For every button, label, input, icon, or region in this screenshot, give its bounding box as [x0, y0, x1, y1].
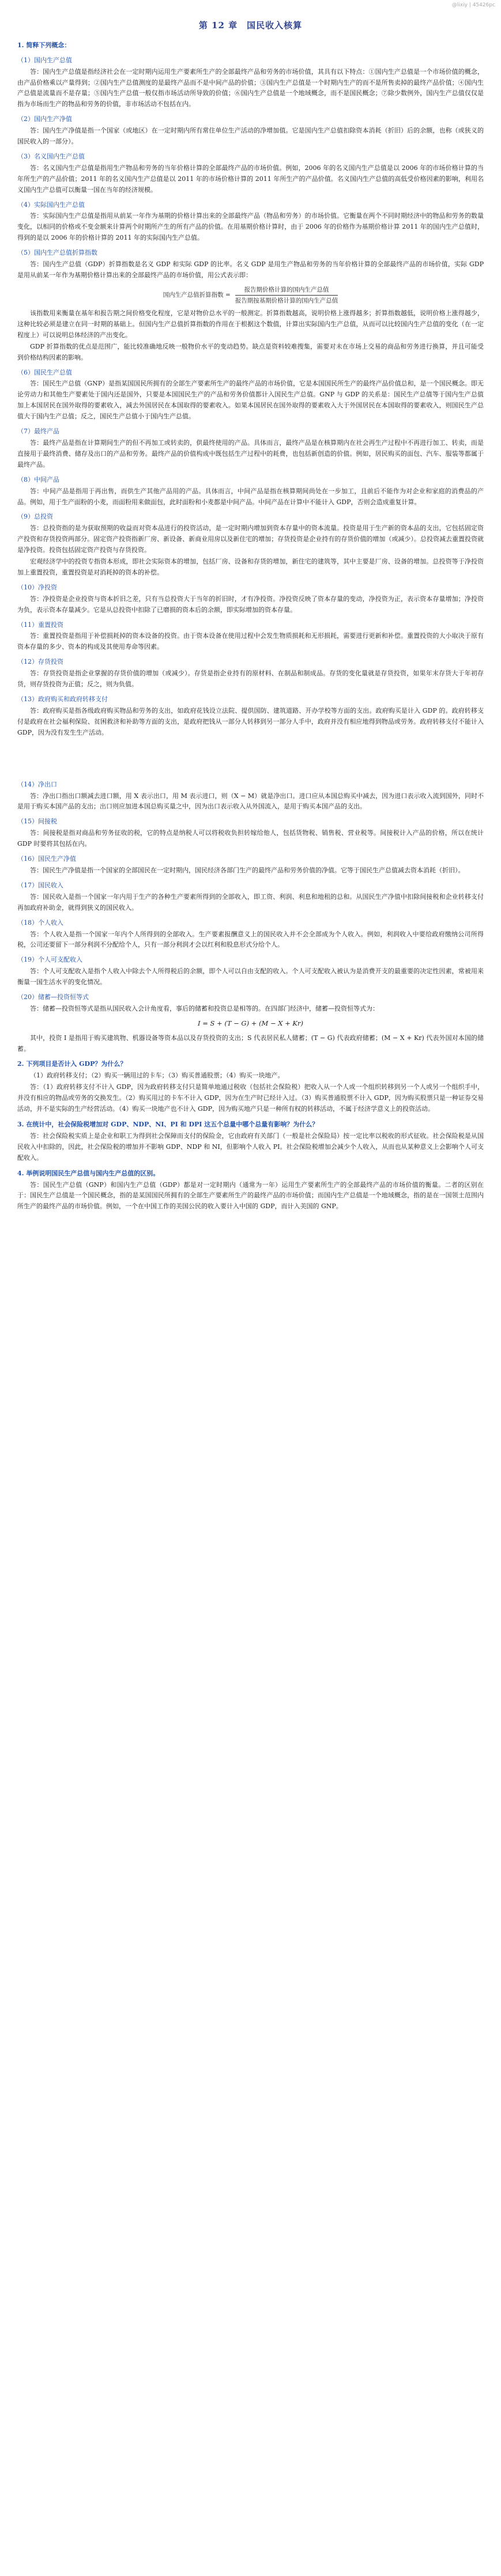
item-intermediate-heading: （8）中间产品	[17, 475, 59, 483]
item-gnp-heading: （6）国民生产总值	[17, 368, 72, 376]
item-disposable-text: 答：个人可支配收入是指个人收入中除去个人所得税后的余额，即个人可以自由支配的收入。个人可支配收入被认为是消费开支的最重要的决定性因素，常被用来衡量一国生活水平的变化情况。	[17, 967, 484, 986]
item-replacement-heading: （11）重置投资	[17, 621, 63, 629]
question-3-answer: 答：社会保险税实质上是企业和职工为得到社会保障而支付的保险金，它由政府有关部门（一般是社会保险局）按一定比率以税收的形式征收。社会保险税是从国民收入中扣除的，因此，社会保险税的增加并不影响 GDP、NDP 和 NI，但影响个人收入 PI。社会保险税增加会减少个人收入，从而也从某种意义上会影响个人可支配收入。	[17, 1132, 484, 1162]
item-national-income-text: 答：国民收入是指一个国家一年内用于生产的各种生产要素所得到的全部收入，即工资、利润、利息和地租的总和。从国民生产净值中扣除间接税和企业转移支付再加政府补助金，就得到狭义的国民收入。	[17, 892, 484, 911]
question-4-heading: 4. 举例说明国民生产总值与国内生产总值的区别。	[17, 1169, 160, 1177]
question-4-answer: 答：国民生产总值（GNP）和国内生产总值（GDP）都是对一定时期内（通常为一年）运用生产要素所生产的全部最终产品的市场价值的衡量。二者的区别在于：国民生产总值是一个国民概念，指的是某国国民所拥有的全部生产要素所生产的最终产品的市场价值；而国内生产总值是一个地域概念，指的是在一国领土范围内所生产的最终产品的市场价值。例如，一个在中国工作的美国公民的收入要计入中国的 GDP，而计入美国的 GNP。	[17, 1181, 484, 1211]
question-3-heading: 3. 在统计中，社会保险税增加对 GDP、NDP、NI、PI 和 DPI 这五个总量中哪个总量有影响？为什么？	[17, 1120, 319, 1128]
item-net-investment-heading: （10）净投资	[17, 583, 57, 591]
item-disposable-heading: （19）个人可支配收入	[17, 956, 82, 964]
item-deflator-text: 答：国内生产总值（GDP）折算指数是名义 GDP 和实际 GDP 的比率。名义 GDP 是用生产物品和劳务的当年价格计算的全部最终产品的市场价值，实际 GDP 是用从前某一年作为基期价格计算出来的全部最终产品的市场价值，用公式表示即：	[17, 260, 484, 279]
item-gnp-text: 答：国民生产总值（GNP）是指某国国民所拥有的全部生产要素所生产的最终产品的市场价值，它是本国国民所生产的最终产品价值总和，是一个国民概念。即无论劳动力和其他生产要素处于国内还是国外，只要是本国国民生产的产品和劳务价值都计入国民生产总值。GNP 与 GDP 的关系是：国民生产总值等于国内生产总值加上本国居民在国外取得的要素收入，减去外国居民在本国取得的要素收入。如果本国居民在国外取得的要素收入大于外国居民在本国取得的要素收入，则国民生产总值大于国内生产总值；反之，国民生产总值小于国内生产总值。	[17, 380, 484, 421]
item-national-income-heading: （17）国民收入	[17, 881, 63, 889]
deflator-note: 该指数用来衡量在基年和报告期之间价格变化程度，它是对物价总水平的一般测定。折算指数越高，说明价格上涨得越多；折算指数越低，说明价格上涨得越少，这种比较必须是建立在同一时期的基础上。但国内生产总值折算指数的作用在于根据这个数值，计算出实际国内生产总值，从而可以比较国内生产总值的变化（在一定程度上）可以说明总体经济的产出变化。	[17, 309, 484, 339]
item-investment-heading: （9）总投资	[17, 513, 53, 521]
question-1-heading: 1. 简释下列概念：	[17, 41, 71, 49]
item-ndp-heading: （2）国内生产净值	[17, 115, 72, 123]
item-net-export-text: 答：净出口指出口额减去进口额，用 X 表示出口，用 M 表示进口，则（X − M）就是净出口。进口应从本国总购买中减去，因为进口表示收入流到国外，同时不是用于购买本国产品的支出；出口则应加进本国总购买量之中，因为出口表示收入从外国流入，是用于购买本国产品的支出。	[17, 792, 484, 811]
deflator-formula-numerator: 报告期价格计算的国内生产总值	[235, 285, 338, 296]
item-nnp-heading: （16）国民生产净值	[17, 855, 76, 863]
item-final-product-text: 答：最终产品是指在计算期间生产的但不再加工或转卖的，供最终使用的产品。具体而言，最终产品是在核算期内在社会再生产过程中不再进行加工、转卖，而是直接用于最终消费、储存及出口的产品和劳务。最终产品的价值构成中既包括生产过程中的耗费，也包括新创造的价值。例如，居民购买的面包、汽车、服装等都属于最终产品。	[17, 438, 484, 468]
item-gov-purchase-text: 答：政府购买是指各级政府购买物品和劳务的支出，如政府花钱设立法院、提供国防、建筑道路、开办学校等方面的支出。政府购买是计入 GDP 的。政府转移支付是政府在社会福利保险、贫困救济和补助等方面的支出，是政府把钱从一部分人转移到另一部分人手中，政府并没有相应地得到物品或劳务。政府转移支付不能计入 GDP，因为没有发生生产活动。	[17, 706, 484, 736]
item-final-product-heading: （7）最终产品	[17, 428, 59, 436]
item-net-export-heading: （14）净出口	[17, 780, 57, 788]
page-gap	[17, 739, 484, 776]
item-investment-text-2: 宏观经济学中的投资专指资本形成，即社会实际资本的增加，包括厂房、设备和存货的增加，新住宅的建筑等，其中主要是厂房、设备的增加。总投资等于净投资加上重置投资，重置投资是对消耗掉的资本的补偿。	[17, 558, 484, 576]
item-gdp-heading: （1）国内生产总值	[17, 56, 72, 64]
item-real-gdp-text: 答：实际国内生产总值是指用从前某一年作为基期的价格计算出来的全部最终产品（物品和劳务）的市场价值。它衡量在两个不同时期经济中的物品和劳务的数量变化，以相同的价格或不变金额来计算两个时期所产生的所有产品的价值。在用基期价格计算时，由于 2006 年的价格作为基期价格计算 2011 年的国内生产总值时，得到的是以 2006 年的价格计算的 2011 年的实际国内生产总值。	[17, 212, 484, 242]
item-replacement-text: 答：重置投资是指用于补偿损耗掉的资本设备的投资。由于资本设备在使用过程中会发生物质损耗和无形损耗，需要进行更新和补偿。重置投资的大小取决于原有资本存量的多少、资本的构成及其使用寿命等因素。	[17, 632, 484, 651]
item-personal-income-heading: （18）个人收入	[17, 918, 63, 926]
item-identity-text: 答：储蓄—投资恒等式是指从国民收入会计角度看，事后的储蓄和投资总是相等的。在四部门经济中，储蓄—投资恒等式为：	[30, 1004, 379, 1012]
item-real-gdp-heading: （4）实际国内生产总值	[17, 201, 85, 209]
item-identity-heading: （20）储蓄—投资恒等式	[17, 993, 89, 1001]
item-indirect-tax-text: 答：间接税是指对商品和劳务征收的税，它的特点是纳税人可以将税收负担转嫁给他人，包括货物税、销售税、营业税等。间接税计入产品的价格，所以在统计 GDP 时要将其包括在内。	[17, 829, 484, 848]
item-inventory-text: 答：存货投资是指企业掌握的存货价值的增加（或减少）。存货是指企业持有的原材料、在制品和制成品。存货的变化量就是存货投资，如果年末存货大于年初存货，则存货投资为正值；反之，则为负值。	[17, 669, 484, 689]
item-identity-text-2: 其中，投资 I 是指用于购买建筑物、机器设备等资本品以及存货投资的支出；S 代表居民私人储蓄；(T − G) 代表政府储蓄；(M − X + Kr) 代表外国对本国的储蓄。	[17, 1034, 484, 1053]
item-gdp-text: 答：国内生产总值是指经济社会在一定时期内运用生产要素所生产的全部最终产品和劳务的市场价值，其具有以下特点：①国内生产总值是一个市场价值的概念，由产品价格乘以产量得到；②国内生产总值测度的是最终产品而不是中间产品的价值；③国内生产总值是一个时期内生产的而不是所售卖掉的最终产品价值；④国内生产总值是流量而不是存量；⑤国内生产总值一般仅指市场活动所导致的价值；⑥国内生产总值是一个地域概念，而不是国民概念；⑦除少数例外，国内生产总值仅仅是指为市场而生产的物品和劳务的价值，非市场活动不包括在内。	[17, 67, 484, 108]
question-2-items: （1）政府转移支付；（2）购买一辆用过的卡车；（3）购买普通股票；（4）购买一块地产。	[30, 1072, 284, 1080]
item-net-investment-text: 答：净投资是企业投资与资本折旧之差，只有当总投资大于当年的折旧时，才有净投资。净投资反映了资本存量的变动，净投资为正，表示资本存量增加；净投资为负，表示资本存量减少。它是从总投资中扣除了已磨损的资本后的余额，即实际增加的资本存量。	[17, 595, 484, 614]
deflator-formula-left: 国内生产总值折算指数 =	[163, 292, 231, 299]
item-intermediate-text: 答：中间产品是指用于再出售，而供生产其他产品用的产品。具体而言，中间产品是指在核算期间尚处在一步加工，且前后不能作为对企业和家庭的消费品的产品。例如，用于生产面粉的小麦，而面粉用来做面包，此时面粉和小麦都是中间产品。中间产品在计算中不能计入 GDP，否则会造成重复计算。	[17, 487, 484, 506]
item-gov-purchase-heading: （13）政府购买和政府转移支付	[17, 695, 108, 703]
identity-formula: I = S + (T − G) + (M − X + Kr)	[198, 1019, 303, 1027]
item-personal-income-text: 答：个人收入是指一个国家一年内个人所得到的全部收入。生产要素报酬意义上的国民收入并不会全部成为个人收入。例如，利润收入中要给政府缴纳公司所得税，公司还要留下一部分利润不分配给个人，只有一部分利润才会以红利和股息形式分给个人。	[17, 930, 484, 949]
item-deflator-heading: （5）国内生产总值折算指数	[17, 249, 97, 257]
item-ndp-text: 答：国内生产净值是指一个国家（或地区）在一定时期内所有常住单位生产活动的净增加值。它是国内生产总值扣除资本消耗（折旧）后的余额，也称（或狭义的国民收入的一部分）。	[17, 127, 484, 146]
deflator-formula	[17, 285, 484, 306]
chapter-title: 第 12 章 国民收入核算	[198, 20, 303, 31]
item-indirect-tax-heading: （15）间接税	[17, 818, 57, 826]
deflator-note-2: GDP 折算指数的优点是范围广，能比较准确地反映一般物价水平的变动趋势。缺点是资料较难搜集，需要对未在市场上交易的商品和劳务进行换算，并且可能受到价格结构因素的影响。	[17, 342, 484, 361]
item-nominal-gdp-heading: （3）名义国内生产总值	[17, 152, 85, 160]
item-inventory-heading: （12）存货投资	[17, 658, 63, 666]
item-nominal-gdp-text: 答：名义国内生产总值是指用生产物品和劳务的当年价格计算的全部最终产品的市场价值。例如，2006 年的名义国内生产总值是以 2006 年的市场价格计算的当年所生产的产品价值；2011 年的名义国内生产总值是以 2011 年的市场价格计算的 2011 年所生产的产品价值。名义国内生产总值的高低受价格因素的影响，利用名义国内生产总值可以衡量一国在当年的经济规模。	[17, 164, 484, 194]
watermark-text: @lixiy | 45426pc	[451, 2, 495, 8]
deflator-formula-denominator: 报告期按基期价格计算的国内生产总值	[235, 297, 338, 304]
item-investment-text: 答：总投资指的是为获取预期的收益而对资本品进行的投资活动，是一定时期内增加到资本存量中的资本流量。投资是用于生产新的资本品的支出，它包括固定资产投资和存货投资两部分。固定资产投资指新厂房、新设备、新商业用房以及新住宅的增加；存货投资是企业持有的存货价值的增加（或减少）。总投资减去重置投资就是净投资。投资包括固定资产投资与存货投资。	[17, 524, 484, 554]
question-2-answer: 答：（1）政府转移支付不计入 GDP，因为政府转移支付只是简单地通过税收（包括社会保险税）把收入从一个人或一个组织转移到另一个人或另一个组织手中，并没有相应的物品或劳务的交换发生。（2）购买用过的卡车不计入 GDP，因为在生产时已经计入过。（3）购买普通股票不计入 GDP，因为购买股票只是一种证券交易活动，并不是实际的生产经营活动。（4）购买一块地产也不计入 GDP，因为购买地产只是一种所有权的转移活动，不属于经济学意义上的投资活动。	[17, 1083, 484, 1113]
question-2-heading: 2. 下列项目是否计入 GDP？为什么？	[17, 1060, 127, 1068]
item-nnp-text: 答：国民生产净值是指一个国家的全部国民在一定时期内，国民经济各部门生产的最终产品和劳务价值的净值。它等于国民生产总值减去资本消耗（折旧）。	[30, 866, 465, 874]
document-page	[0, 0, 501, 1212]
